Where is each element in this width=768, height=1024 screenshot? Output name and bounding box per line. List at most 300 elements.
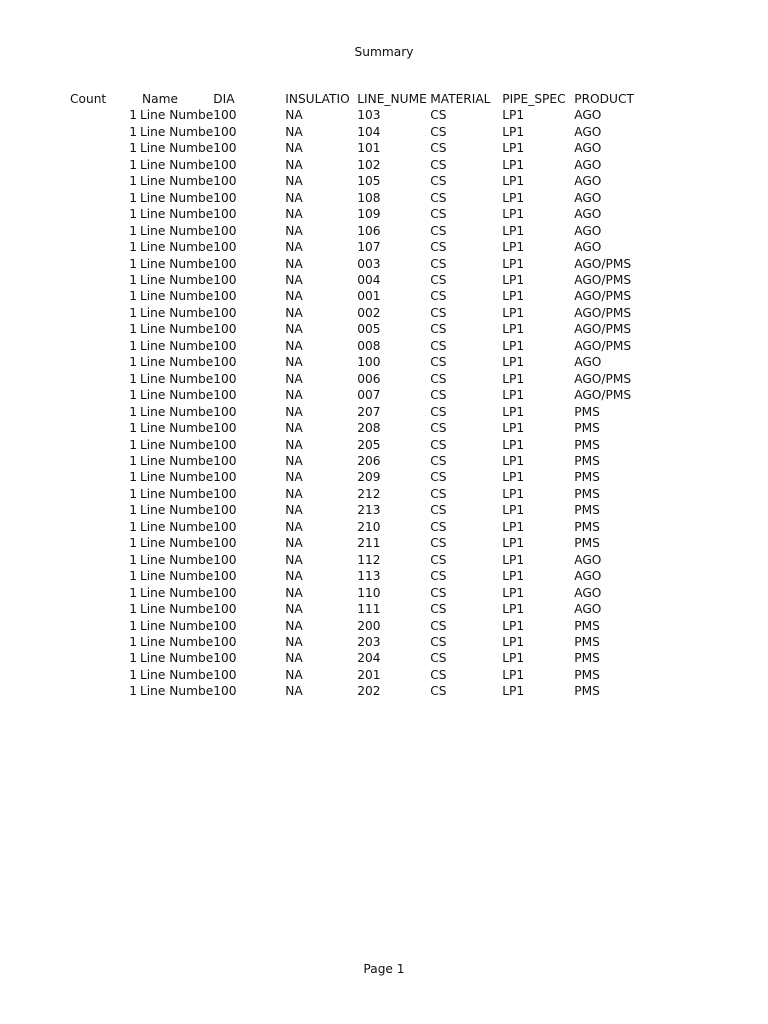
count-cell: 1 xyxy=(129,190,137,205)
product-cell: AGO xyxy=(574,141,602,156)
insulation-cell: NA xyxy=(285,338,303,353)
insulation-cell: NA xyxy=(285,519,303,534)
table-row xyxy=(70,288,654,304)
name-cell: Line Numbe xyxy=(140,437,214,452)
count-cell: 1 xyxy=(129,486,137,501)
line-number-cell: 207 xyxy=(357,404,381,419)
count-cell: 1 xyxy=(129,174,137,189)
material-cell: CS xyxy=(430,437,447,452)
table-row xyxy=(70,667,654,683)
dia-cell: 100 xyxy=(213,470,237,485)
count-cell: 1 xyxy=(129,552,137,567)
material-cell: CS xyxy=(430,667,447,682)
header-insulation: INSULATIO xyxy=(285,92,350,106)
line-number-cell: 007 xyxy=(357,388,381,403)
line-number-cell: 006 xyxy=(357,371,381,386)
material-cell: CS xyxy=(430,486,447,501)
pipe-spec-cell: LP1 xyxy=(502,684,525,699)
product-cell: AGO xyxy=(574,569,602,584)
header-dia: DIA xyxy=(213,92,235,106)
pipe-spec-cell: LP1 xyxy=(502,289,525,304)
name-cell: Line Numbe xyxy=(140,272,214,287)
line-number-cell: 213 xyxy=(357,503,381,518)
product-cell: AGO xyxy=(574,355,602,370)
count-cell: 1 xyxy=(129,421,137,436)
count-cell: 1 xyxy=(129,322,137,337)
line-number-cell: 111 xyxy=(357,602,381,617)
name-cell: Line Numbe xyxy=(140,470,214,485)
page-title: Summary xyxy=(354,45,414,59)
insulation-cell: NA xyxy=(285,569,303,584)
dia-cell: 100 xyxy=(213,404,237,419)
dia-cell: 100 xyxy=(213,272,237,287)
name-cell: Line Numbe xyxy=(140,388,214,403)
line-number-cell: 005 xyxy=(357,322,381,337)
insulation-cell: NA xyxy=(285,404,303,419)
line-number-cell: 105 xyxy=(357,174,381,189)
insulation-cell: NA xyxy=(285,536,303,551)
name-cell: Line Numbe xyxy=(140,190,214,205)
dia-cell: 100 xyxy=(213,388,237,403)
insulation-cell: NA xyxy=(285,305,303,320)
dia-cell: 100 xyxy=(213,651,237,666)
line-number-cell: 110 xyxy=(357,585,381,600)
pipe-spec-cell: LP1 xyxy=(502,256,525,271)
product-cell: PMS xyxy=(574,536,600,551)
material-cell: CS xyxy=(430,141,447,156)
table-header xyxy=(70,91,654,107)
name-cell: Line Numbe xyxy=(140,486,214,501)
name-cell: Line Numbe xyxy=(140,421,214,436)
pipe-spec-cell: LP1 xyxy=(502,223,525,238)
count-cell: 1 xyxy=(129,371,137,386)
table-row xyxy=(70,354,654,370)
line-number-cell: 210 xyxy=(357,519,381,534)
insulation-cell: NA xyxy=(285,371,303,386)
product-cell: AGO xyxy=(574,223,602,238)
product-cell: AGO xyxy=(574,602,602,617)
insulation-cell: NA xyxy=(285,602,303,617)
line-number-cell: 206 xyxy=(357,453,381,468)
product-cell: PMS xyxy=(574,486,600,501)
table-row xyxy=(70,618,654,634)
count-cell: 1 xyxy=(129,289,137,304)
pipe-spec-cell: LP1 xyxy=(502,322,525,337)
pipe-spec-cell: LP1 xyxy=(502,355,525,370)
dia-cell: 100 xyxy=(213,602,237,617)
count-cell: 1 xyxy=(129,651,137,666)
header-product: PRODUCT xyxy=(574,92,634,106)
pipe-spec-cell: LP1 xyxy=(502,536,525,551)
product-cell: PMS xyxy=(574,421,600,436)
product-cell: PMS xyxy=(574,667,600,682)
material-cell: CS xyxy=(430,289,447,304)
name-cell: Line Numbe xyxy=(140,256,214,271)
name-cell: Line Numbe xyxy=(140,453,214,468)
material-cell: CS xyxy=(430,355,447,370)
header-name: Name xyxy=(142,92,178,106)
material-cell: CS xyxy=(430,157,447,172)
name-cell: Line Numbe xyxy=(140,157,214,172)
dia-cell: 100 xyxy=(213,174,237,189)
material-cell: CS xyxy=(430,305,447,320)
product-cell: AGO xyxy=(574,240,602,255)
dia-cell: 100 xyxy=(213,421,237,436)
count-cell: 1 xyxy=(129,503,137,518)
line-number-cell: 002 xyxy=(357,305,381,320)
dia-cell: 100 xyxy=(213,289,237,304)
dia-cell: 100 xyxy=(213,256,237,271)
count-cell: 1 xyxy=(129,240,137,255)
pipe-spec-cell: LP1 xyxy=(502,519,525,534)
line-number-cell: 103 xyxy=(357,108,381,123)
insulation-cell: NA xyxy=(285,141,303,156)
count-cell: 1 xyxy=(129,355,137,370)
dia-cell: 100 xyxy=(213,536,237,551)
table-row xyxy=(70,552,654,568)
insulation-cell: NA xyxy=(285,322,303,337)
count-cell: 1 xyxy=(129,223,137,238)
insulation-cell: NA xyxy=(285,256,303,271)
name-cell: Line Numbe xyxy=(140,289,214,304)
count-cell: 1 xyxy=(129,338,137,353)
line-number-cell: 200 xyxy=(357,618,381,633)
line-number-cell: 102 xyxy=(357,157,381,172)
pipe-spec-cell: LP1 xyxy=(502,108,525,123)
name-cell: Line Numbe xyxy=(140,305,214,320)
count-cell: 1 xyxy=(129,141,137,156)
material-cell: CS xyxy=(430,174,447,189)
insulation-cell: NA xyxy=(285,667,303,682)
line-number-cell: 003 xyxy=(357,256,381,271)
pipe-spec-cell: LP1 xyxy=(502,634,525,649)
material-cell: CS xyxy=(430,256,447,271)
line-number-cell: 107 xyxy=(357,240,381,255)
name-cell: Line Numbe xyxy=(140,569,214,584)
insulation-cell: NA xyxy=(285,108,303,123)
pipe-spec-cell: LP1 xyxy=(502,569,525,584)
table-row xyxy=(70,239,654,255)
table-row xyxy=(70,601,654,617)
line-number-cell: 211 xyxy=(357,536,381,551)
dia-cell: 100 xyxy=(213,338,237,353)
material-cell: CS xyxy=(430,503,447,518)
table-row xyxy=(70,140,654,156)
product-cell: AGO/PMS xyxy=(574,388,632,403)
line-number-cell: 212 xyxy=(357,486,381,501)
name-cell: Line Numbe xyxy=(140,141,214,156)
dia-cell: 100 xyxy=(213,503,237,518)
material-cell: CS xyxy=(430,569,447,584)
material-cell: CS xyxy=(430,371,447,386)
name-cell: Line Numbe xyxy=(140,618,214,633)
material-cell: CS xyxy=(430,618,447,633)
material-cell: CS xyxy=(430,519,447,534)
table-row xyxy=(70,683,654,699)
name-cell: Line Numbe xyxy=(140,552,214,567)
line-number-cell: 008 xyxy=(357,338,381,353)
product-cell: PMS xyxy=(574,651,600,666)
table-row xyxy=(70,519,654,535)
count-cell: 1 xyxy=(129,585,137,600)
insulation-cell: NA xyxy=(285,503,303,518)
insulation-cell: NA xyxy=(285,552,303,567)
line-number-cell: 101 xyxy=(357,141,381,156)
table-row xyxy=(70,173,654,189)
dia-cell: 100 xyxy=(213,437,237,452)
material-cell: CS xyxy=(430,404,447,419)
count-cell: 1 xyxy=(129,684,137,699)
pipe-spec-cell: LP1 xyxy=(502,667,525,682)
dia-cell: 100 xyxy=(213,519,237,534)
product-cell: PMS xyxy=(574,404,600,419)
insulation-cell: NA xyxy=(285,124,303,139)
dia-cell: 100 xyxy=(213,108,237,123)
insulation-cell: NA xyxy=(285,207,303,222)
insulation-cell: NA xyxy=(285,157,303,172)
count-cell: 1 xyxy=(129,453,137,468)
line-number-cell: 201 xyxy=(357,667,381,682)
count-cell: 1 xyxy=(129,272,137,287)
line-number-cell: 202 xyxy=(357,684,381,699)
name-cell: Line Numbe xyxy=(140,634,214,649)
table-row xyxy=(70,124,654,140)
table-row xyxy=(70,453,654,469)
pipe-spec-cell: LP1 xyxy=(502,371,525,386)
product-cell: AGO/PMS xyxy=(574,256,632,271)
summary-table xyxy=(70,91,654,700)
insulation-cell: NA xyxy=(285,289,303,304)
table-row xyxy=(70,321,654,337)
table-row xyxy=(70,535,654,551)
name-cell: Line Numbe xyxy=(140,684,214,699)
table-row xyxy=(70,256,654,272)
material-cell: CS xyxy=(430,470,447,485)
pipe-spec-cell: LP1 xyxy=(502,552,525,567)
line-number-cell: 004 xyxy=(357,272,381,287)
line-number-cell: 109 xyxy=(357,207,381,222)
pipe-spec-cell: LP1 xyxy=(502,404,525,419)
dia-cell: 100 xyxy=(213,585,237,600)
dia-cell: 100 xyxy=(213,355,237,370)
dia-cell: 100 xyxy=(213,569,237,584)
dia-cell: 100 xyxy=(213,157,237,172)
material-cell: CS xyxy=(430,552,447,567)
header-pipe-spec: PIPE_SPEC xyxy=(502,92,566,106)
pipe-spec-cell: LP1 xyxy=(502,174,525,189)
material-cell: CS xyxy=(430,190,447,205)
table-row xyxy=(70,420,654,436)
product-cell: PMS xyxy=(574,437,600,452)
material-cell: CS xyxy=(430,585,447,600)
name-cell: Line Numbe xyxy=(140,371,214,386)
dia-cell: 100 xyxy=(213,124,237,139)
insulation-cell: NA xyxy=(285,388,303,403)
pipe-spec-cell: LP1 xyxy=(502,190,525,205)
table-row xyxy=(70,305,654,321)
table-row xyxy=(70,190,654,206)
product-cell: AGO xyxy=(574,552,602,567)
product-cell: PMS xyxy=(574,634,600,649)
name-cell: Line Numbe xyxy=(140,322,214,337)
pipe-spec-cell: LP1 xyxy=(502,338,525,353)
line-number-cell: 205 xyxy=(357,437,381,452)
line-number-cell: 100 xyxy=(357,355,381,370)
count-cell: 1 xyxy=(129,256,137,271)
insulation-cell: NA xyxy=(285,618,303,633)
table-row xyxy=(70,469,654,485)
name-cell: Line Numbe xyxy=(140,651,214,666)
product-cell: AGO/PMS xyxy=(574,289,632,304)
dia-cell: 100 xyxy=(213,453,237,468)
product-cell: PMS xyxy=(574,618,600,633)
product-cell: PMS xyxy=(574,470,600,485)
line-number-cell: 208 xyxy=(357,421,381,436)
material-cell: CS xyxy=(430,388,447,403)
name-cell: Line Numbe xyxy=(140,108,214,123)
pipe-spec-cell: LP1 xyxy=(502,124,525,139)
dia-cell: 100 xyxy=(213,634,237,649)
header-line-number: LINE_NUME xyxy=(357,92,427,106)
dia-cell: 100 xyxy=(213,141,237,156)
name-cell: Line Numbe xyxy=(140,174,214,189)
insulation-cell: NA xyxy=(285,470,303,485)
name-cell: Line Numbe xyxy=(140,124,214,139)
insulation-cell: NA xyxy=(285,585,303,600)
name-cell: Line Numbe xyxy=(140,207,214,222)
insulation-cell: NA xyxy=(285,355,303,370)
pipe-spec-cell: LP1 xyxy=(502,470,525,485)
name-cell: Line Numbe xyxy=(140,519,214,534)
count-cell: 1 xyxy=(129,437,137,452)
line-number-cell: 204 xyxy=(357,651,381,666)
material-cell: CS xyxy=(430,108,447,123)
insulation-cell: NA xyxy=(285,272,303,287)
material-cell: CS xyxy=(430,124,447,139)
table-row xyxy=(70,486,654,502)
insulation-cell: NA xyxy=(285,437,303,452)
line-number-cell: 106 xyxy=(357,223,381,238)
product-cell: AGO xyxy=(574,207,602,222)
dia-cell: 100 xyxy=(213,190,237,205)
pipe-spec-cell: LP1 xyxy=(502,453,525,468)
count-cell: 1 xyxy=(129,536,137,551)
product-cell: AGO/PMS xyxy=(574,338,632,353)
dia-cell: 100 xyxy=(213,207,237,222)
table-row xyxy=(70,206,654,222)
line-number-cell: 209 xyxy=(357,470,381,485)
count-cell: 1 xyxy=(129,569,137,584)
table-body xyxy=(70,107,654,699)
product-cell: PMS xyxy=(574,519,600,534)
dia-cell: 100 xyxy=(213,667,237,682)
dia-cell: 100 xyxy=(213,223,237,238)
line-number-cell: 104 xyxy=(357,124,381,139)
line-number-cell: 113 xyxy=(357,569,381,584)
count-cell: 1 xyxy=(129,388,137,403)
dia-cell: 100 xyxy=(213,552,237,567)
insulation-cell: NA xyxy=(285,240,303,255)
pipe-spec-cell: LP1 xyxy=(502,421,525,436)
count-cell: 1 xyxy=(129,470,137,485)
insulation-cell: NA xyxy=(285,486,303,501)
material-cell: CS xyxy=(430,272,447,287)
name-cell: Line Numbe xyxy=(140,536,214,551)
material-cell: CS xyxy=(430,240,447,255)
pipe-spec-cell: LP1 xyxy=(502,272,525,287)
name-cell: Line Numbe xyxy=(140,223,214,238)
pipe-spec-cell: LP1 xyxy=(502,651,525,666)
count-cell: 1 xyxy=(129,634,137,649)
pipe-spec-cell: LP1 xyxy=(502,240,525,255)
count-cell: 1 xyxy=(129,519,137,534)
count-cell: 1 xyxy=(129,305,137,320)
table-row xyxy=(70,272,654,288)
count-cell: 1 xyxy=(129,124,137,139)
pipe-spec-cell: LP1 xyxy=(502,585,525,600)
material-cell: CS xyxy=(430,207,447,222)
product-cell: AGO xyxy=(574,124,602,139)
table-row xyxy=(70,107,654,123)
pipe-spec-cell: LP1 xyxy=(502,437,525,452)
product-cell: PMS xyxy=(574,503,600,518)
insulation-cell: NA xyxy=(285,421,303,436)
name-cell: Line Numbe xyxy=(140,355,214,370)
count-cell: 1 xyxy=(129,602,137,617)
name-cell: Line Numbe xyxy=(140,602,214,617)
material-cell: CS xyxy=(430,421,447,436)
material-cell: CS xyxy=(430,453,447,468)
pipe-spec-cell: LP1 xyxy=(502,486,525,501)
pipe-spec-cell: LP1 xyxy=(502,602,525,617)
dia-cell: 100 xyxy=(213,322,237,337)
material-cell: CS xyxy=(430,684,447,699)
product-cell: AGO/PMS xyxy=(574,371,632,386)
product-cell: AGO/PMS xyxy=(574,272,632,287)
table-row xyxy=(70,157,654,173)
product-cell: AGO xyxy=(574,157,602,172)
insulation-cell: NA xyxy=(285,634,303,649)
product-cell: AGO xyxy=(574,174,602,189)
page-number: Page 1 xyxy=(363,962,405,976)
pipe-spec-cell: LP1 xyxy=(502,305,525,320)
line-number-cell: 108 xyxy=(357,190,381,205)
pipe-spec-cell: LP1 xyxy=(502,618,525,633)
table-row xyxy=(70,502,654,518)
product-cell: AGO/PMS xyxy=(574,322,632,337)
table-row xyxy=(70,437,654,453)
name-cell: Line Numbe xyxy=(140,503,214,518)
table-row xyxy=(70,404,654,420)
material-cell: CS xyxy=(430,322,447,337)
table-row xyxy=(70,634,654,650)
header-count: Count xyxy=(70,92,107,106)
material-cell: CS xyxy=(430,223,447,238)
count-cell: 1 xyxy=(129,667,137,682)
name-cell: Line Numbe xyxy=(140,240,214,255)
pipe-spec-cell: LP1 xyxy=(502,157,525,172)
count-cell: 1 xyxy=(129,207,137,222)
table-row xyxy=(70,338,654,354)
name-cell: Line Numbe xyxy=(140,338,214,353)
table-row xyxy=(70,585,654,601)
count-cell: 1 xyxy=(129,404,137,419)
table-row xyxy=(70,223,654,239)
name-cell: Line Numbe xyxy=(140,404,214,419)
dia-cell: 100 xyxy=(213,240,237,255)
line-number-cell: 203 xyxy=(357,634,381,649)
insulation-cell: NA xyxy=(285,174,303,189)
